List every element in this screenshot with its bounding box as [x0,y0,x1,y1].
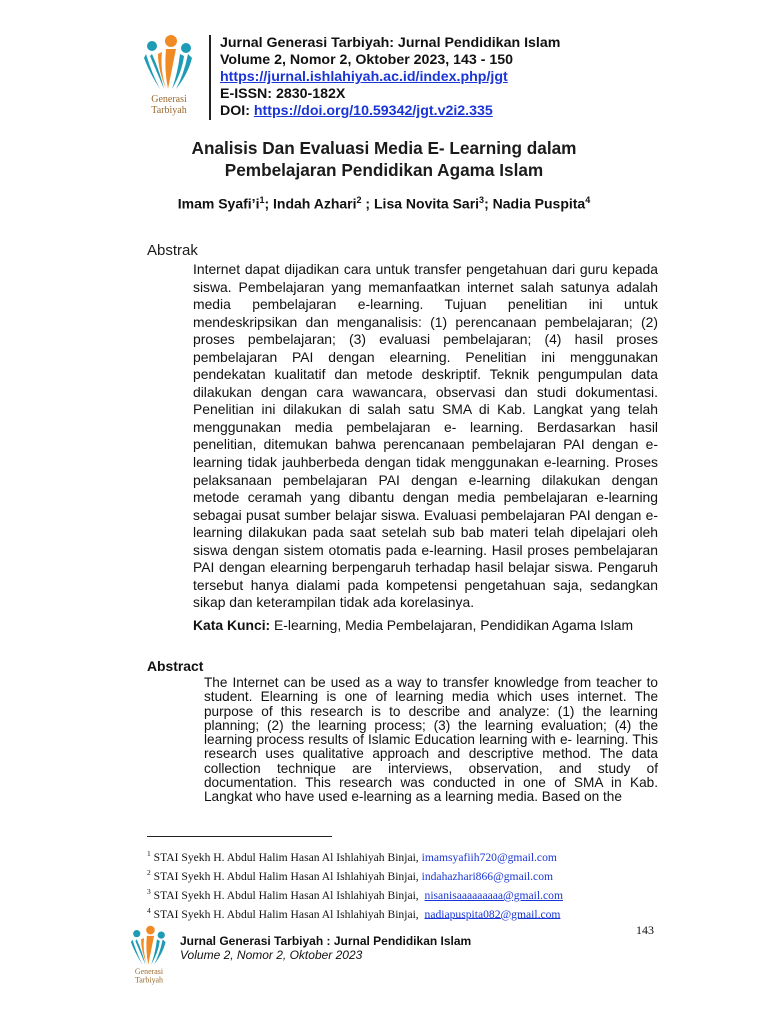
abstrak-line: pembelajaran PAI dengan elearning. Penelitian ini menggunakan [193,348,658,365]
abstrak-line: Internet dapat dijadikan cara untuk transfer pengetahuan dari guru kepada [193,261,658,277]
logo-text-generasi: Generasi [151,94,187,105]
footnotes [147,846,563,921]
abstrak-line: siswa dengan sistem otomatis pada e-learning. Hasil proses pembelajaran [193,541,658,558]
abstrak-line: sikap dan keterampilan tidak ada korelasinya. [193,594,475,611]
journal-logo [138,34,200,120]
abstract-line: learning process results of Islamic Education learning with e- learning. [204,732,629,748]
doi-label: DOI: [220,103,254,119]
author-mark: 1 [259,195,265,205]
abstract-line: to student. Elearning is one of learning media which uses internet. [204,675,658,705]
keywords-text: E-learning, Media Pembelajaran, Pendidikan Agama Islam [270,617,634,633]
abstrak-line: media pembelajaran e-learning. Tujuan penelitian ini untuk [193,296,658,313]
keywords-label: Kata Kunci: [193,617,271,633]
abstrak-line: PAI dengan elearning berpengaruh terhadap hasil belajar siswa. Pengaruh [193,559,658,576]
logo-text-generasi: Generasi [134,967,164,977]
abstrak-line: siswa. Pembelajaran yang memanfaatkan internet salah satunya adalah [193,278,658,295]
footnote [147,865,563,884]
page-number: 143 [636,923,654,937]
abstract-line: data collection technique are interviews, observation, and study of [204,746,658,776]
footnote-email-link[interactable]: imamsyafiih720@gmail.com [421,850,557,864]
abstract-line: This research uses qualitative approach and descriptive method. The [204,732,658,762]
abstract-line: The purpose of this research is to describe and analyze: (1) the learning [204,689,659,719]
abstrak-line: mendeskripsikan dan menganalisis: (1) perencanaan pembelajaran; (2) [193,313,658,330]
author-separator: ; [484,195,493,212]
abstrak-line: proses pembelajaran; (3) evaluasi pembelajaran; (4) hasil proses [193,331,658,348]
abstrak-line: Penelitian ini dilakukan di salah satu SMA di Kab. Langkat yang telah [193,401,658,418]
abstract-line: Langkat who have used e-learning as a learning media. Based on the [204,789,622,805]
title-line-1: Analisis Dan Evaluasi Media E- Learning dalam [191,138,577,158]
generasi-tarbiyah-logo-icon [126,925,172,987]
page-footer [180,934,471,962]
abstract-body [204,676,658,805]
footnote-email-link[interactable]: nisanisaaaaaaaaa@gmail.com [424,888,563,902]
footer-volume: Volume 2, Nomor 2, Oktober 2023 [180,948,363,962]
footnote-email-link[interactable]: nadiapuspita082@gmail.com [424,907,561,921]
footnote-divider [147,836,332,837]
journal-header [209,35,560,120]
title-line-2: Pembelajaran Pendidikan Agama Islam [224,160,544,180]
journal-eissn: E-ISSN: 2830-182X [220,86,346,102]
abstrak-line: pelaksanaan pembelajaran PAI dengan e-learning dilakukan dengan [193,471,658,488]
journal-doi [220,103,560,120]
abstrak-line: pendekatan kualitatif dan metode deskriptif. Teknik pengumpulan data [193,366,658,383]
author-separator: ; [264,195,274,212]
footnote-affiliation: STAI Syekh H. Abdul Halim Hasan Al Ishlahiyah Binjai, [150,850,422,864]
abstrak-heading: Abstrak [147,242,198,259]
footnote-mark: 1 [147,849,151,858]
author-name: Indah Azhari [273,195,357,212]
footnote-mark: 4 [147,905,151,915]
footnote-mark: 3 [147,886,151,896]
abstrak-line: menggunakan media pembelajaran e- learning. Berdasarkan hasil [193,418,658,435]
footnote-affiliation: STAI Syekh H. Abdul Halim Hasan Al Ishlahiyah Binjai, [150,907,425,921]
author-separator: ; [361,195,374,212]
logo-text-tarbiyah: Tarbiyah [134,975,164,985]
generasi-tarbiyah-logo-icon [138,34,200,120]
doi-link[interactable]: https://doi.org/10.59342/jgt.v2i2.335 [253,103,493,119]
abstract-line: documentation. This research was conducted in one of SMA in Kab. [204,775,658,791]
journal-name: Jurnal Generasi Tarbiyah: Jurnal Pendidikan Islam [220,35,561,51]
abstrak-body [193,261,658,612]
logo-text-tarbiyah: Tarbiyah [151,105,187,116]
author-mark: 3 [479,195,485,205]
footnote-email-link[interactable]: indahazhari866@gmail.com [421,869,554,883]
footnote-affiliation: STAI Syekh H. Abdul Halim Hasan Al Ishlahiyah Binjai, [150,888,425,902]
author-name: Imam Syafi’i [177,195,260,212]
footnote [147,903,563,922]
author-name: Lisa Novita Sari [374,195,480,212]
footnote-affiliation: STAI Syekh H. Abdul Halim Hasan Al Ishlahiyah Binjai, [150,869,422,883]
footnote-mark: 2 [147,867,151,877]
abstrak-line: dilakukan dengan cara wawancara, observasi dan studi dokumentasi. [193,383,658,400]
journal-url-link[interactable]: https://jurnal.ishlahiyah.ac.id/index.php/jgt [220,69,508,85]
footnote [147,884,563,903]
abstrak-line: tersebut hanya dialami pada kompetensi pengetahuan saja, sedangkan [193,576,658,593]
abstract-heading: Abstract [147,658,204,674]
footer-journal-name: Jurnal Generasi Tarbiyah : Jurnal Pendidikan Islam [180,934,472,948]
abstract-line: planning; (2) the learning process; (3) the learning evaluation; (4) the [204,717,658,733]
keywords [193,617,633,633]
abstract-line: The Internet can be used as a way to transfer knowledge from teacher [204,675,642,690]
article-title [0,137,768,181]
author-mark: 2 [356,195,362,205]
author-mark: 4 [585,195,591,205]
footnote [147,846,563,865]
footer-logo [126,925,172,987]
author-name: Nadia Puspita [492,195,586,212]
abstrak-line: penelitian, ditemukan bahwa perencanaan pembelajaran PAI dengan e- [193,436,658,453]
abstrak-line: e-learning dilakukan pada saat setelah sub bab materi telah dipelajari oleh [193,506,659,541]
abstrak-line: sebagai pusat sumber belajar siswa. Evaluasi pembelajaran PAI dengan [193,506,642,523]
author-list [0,195,768,212]
abstrak-line: learning tidak jauhberbeda dengan tidak menggunakan e-learning. Proses [193,454,658,471]
abstrak-line: metode ceramah yang dibantu dengan media pembelajaran e-learning [193,489,658,506]
journal-volume: Volume 2, Nomor 2, Oktober 2023, 143 - 150 [220,52,514,68]
